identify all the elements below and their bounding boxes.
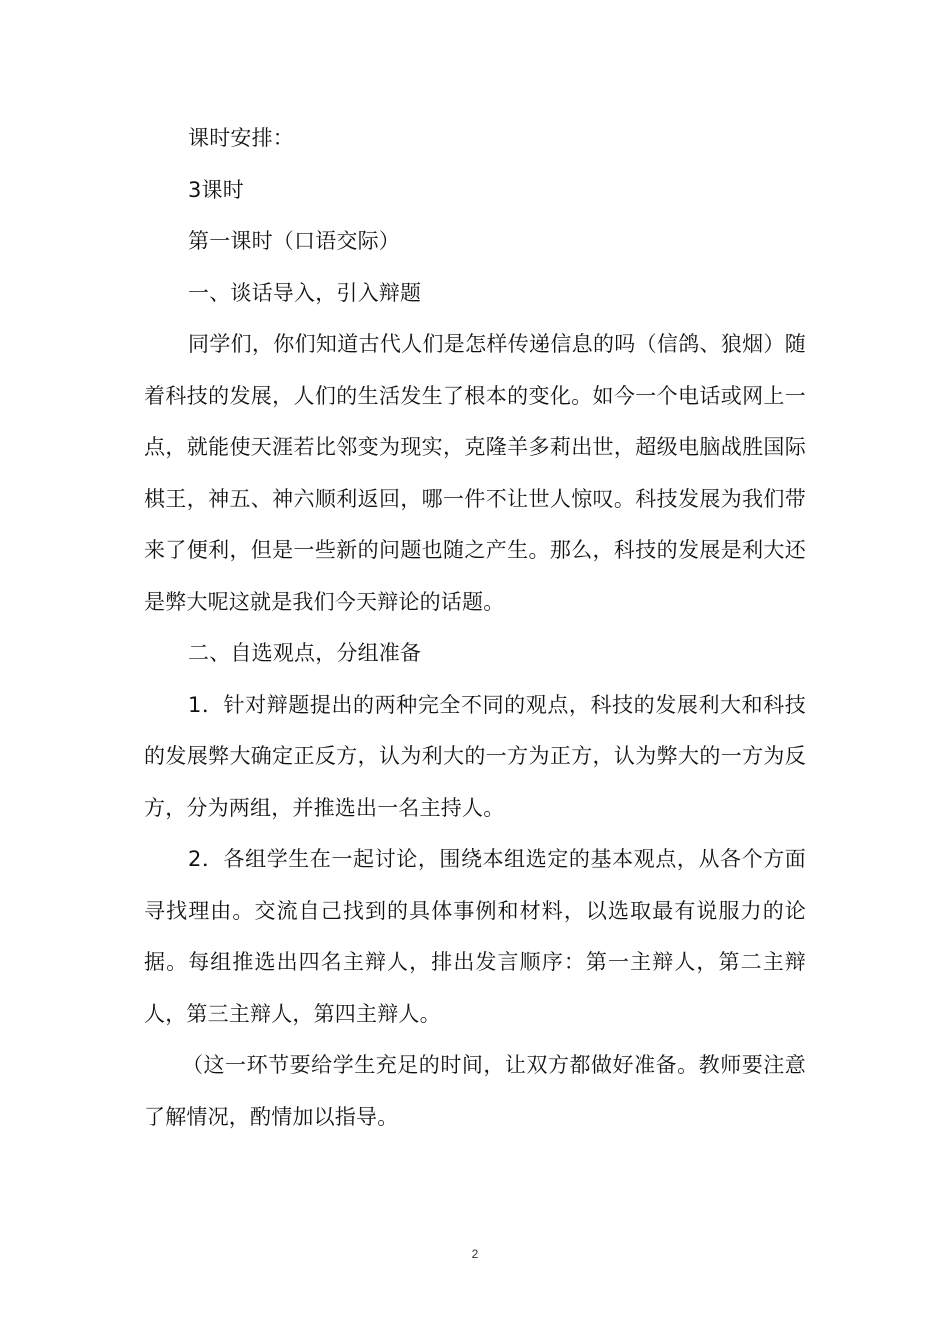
body-text bbox=[144, 113, 806, 1143]
section-heading-intro: 一、谈话导入，引入辩题 bbox=[188, 280, 422, 305]
paragraph-teacher-note: （这一环节要给学生充足的时间，让双方都做好准备。教师要注意了解情况，酌情加以指导。 bbox=[144, 1053, 806, 1129]
heading-lesson-schedule: 课时安排： bbox=[188, 126, 294, 150]
section-heading-grouping: 二、自选观点，分组准备 bbox=[188, 641, 422, 665]
heading-first-lesson: 第一课时（口语交际） bbox=[188, 229, 400, 253]
paragraph-step-2: 2．各组学生在一起讨论，围绕本组选定的基本观点，从各个方面寻找理由。交流自己找到的具体事例和材料，以选取最有说服力的论据。每组推选出四名主辩人，排出发言顺序：第一主辩人，第二主辩人，第三主辩人，第四主辩人。 bbox=[144, 847, 806, 1026]
lesson-count: 3课时 bbox=[188, 177, 244, 202]
paragraph-step-1: 1．针对辩题提出的两种完全不同的观点，科技的发展利大和科技的发展弊大确定正反方，认为利大的一方为正方，认为弊大的一方为反方，分为两组，并推选出一名主持人。 bbox=[144, 692, 806, 820]
page-number: 2 bbox=[471, 1247, 479, 1261]
paragraph-intro: 同学们，你们知道古代人们是怎样传递信息的吗（信鸽、狼烟）随着科技的发展，人们的生活发生了根本的变化。如今一个电话或网上一点，就能使天涯若比邻变为现实，克隆羊多莉出世，超级电脑战胜国际棋王，神五、神六顺利返回，哪一件不让世人惊叹。科技发展为我们带来了便利，但是一些新的问题也随之产生。那么，科技的发展是利大还是弊大呢这就是我们今天辩论的话题。 bbox=[144, 332, 806, 614]
